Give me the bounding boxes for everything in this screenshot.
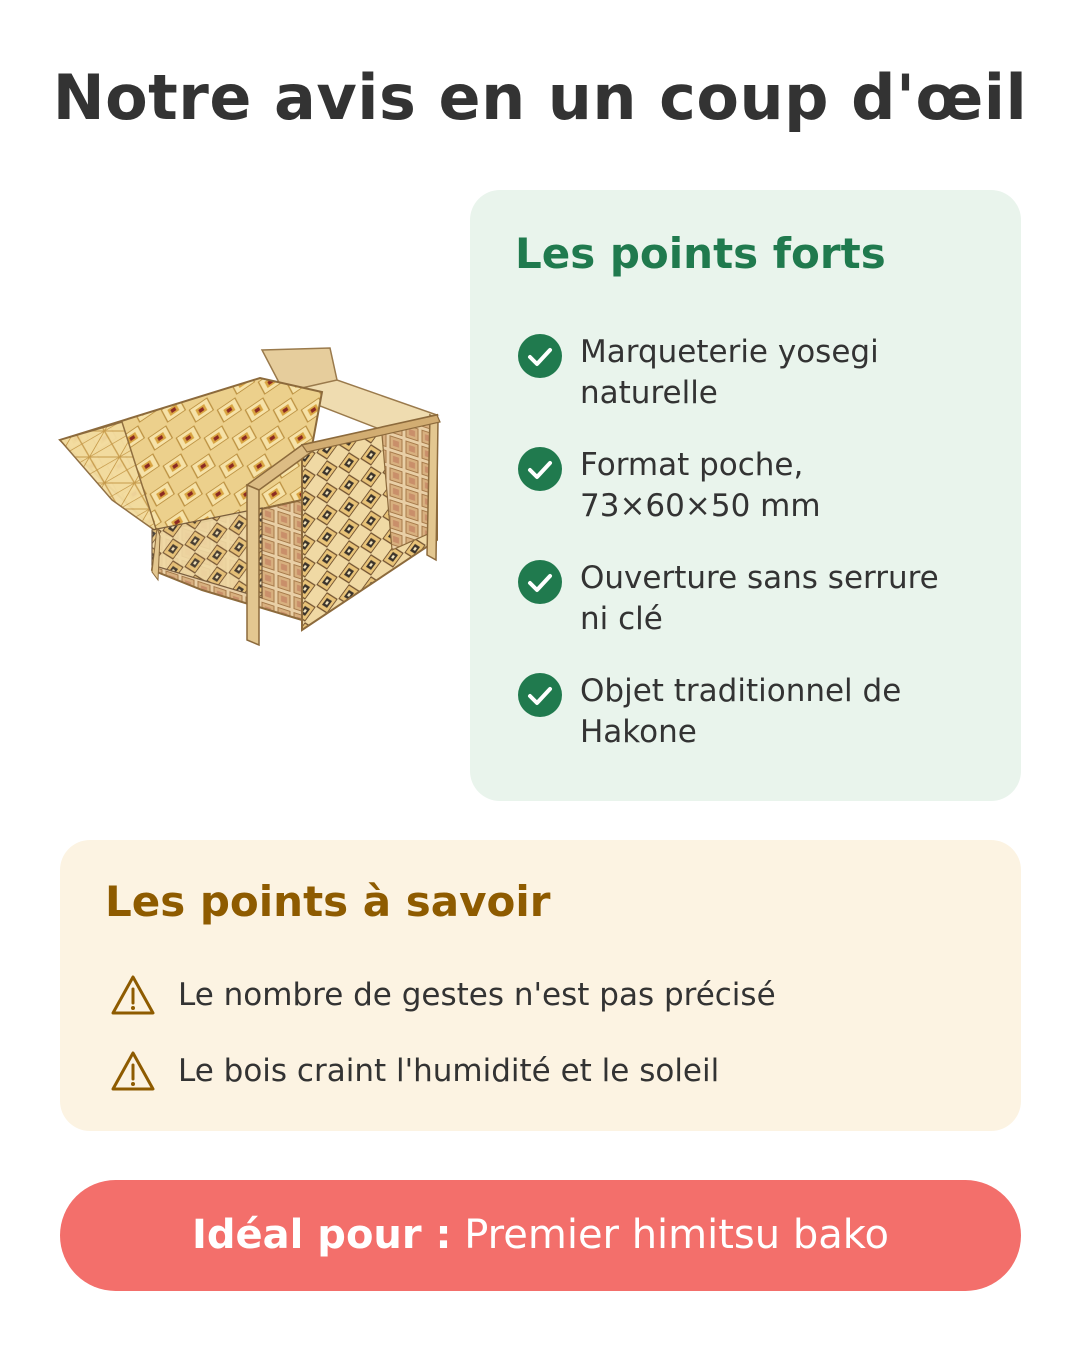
warning-triangle-icon [110, 1050, 156, 1092]
check-circle-icon [518, 447, 562, 491]
pros-item-text [580, 558, 1000, 640]
pros-item-text [580, 445, 1000, 527]
pros-item [518, 558, 998, 648]
pros-item-line2: Hakone [580, 714, 697, 750]
ideal-for-label: Idéal pour : [192, 1212, 452, 1258]
check-circle-icon [518, 560, 562, 604]
pros-heading: Les points forts [515, 229, 886, 278]
check-circle-icon [518, 334, 562, 378]
pros-item-line1: Objet traditionnel de [580, 673, 902, 709]
cons-heading: Les points à savoir [105, 877, 551, 926]
cons-item [110, 1048, 990, 1098]
cons-item-text: Le bois craint l'humidité et le soleil [178, 1053, 720, 1089]
pros-item [518, 671, 998, 761]
page-title: Notre avis en un coup d'œil [52, 61, 1028, 134]
cons-card [60, 840, 1021, 1131]
pros-item-line2: 73×60×50 mm [580, 488, 821, 524]
cons-item [110, 972, 990, 1022]
cons-item-text: Le nombre de gestes n'est pas précisé [178, 977, 776, 1013]
pros-item-line1: Ouverture sans serrure [580, 560, 939, 596]
pros-item [518, 332, 998, 422]
pros-card [470, 190, 1021, 801]
pros-item [518, 445, 998, 535]
pros-item-text [580, 332, 1000, 414]
check-circle-icon [518, 673, 562, 717]
pros-item-text [580, 671, 1000, 753]
product-image [52, 340, 444, 650]
pros-item-line1: Marqueterie yosegi [580, 334, 879, 370]
ideal-for-value: Premier himitsu bako [464, 1212, 889, 1258]
pros-item-line1: Format poche, [580, 447, 804, 483]
ideal-for-banner [60, 1180, 1021, 1291]
pros-item-line2: naturelle [580, 375, 718, 411]
pros-item-line2: ni clé [580, 601, 663, 637]
warning-triangle-icon [110, 974, 156, 1016]
puzzle-box-icon [52, 340, 444, 650]
